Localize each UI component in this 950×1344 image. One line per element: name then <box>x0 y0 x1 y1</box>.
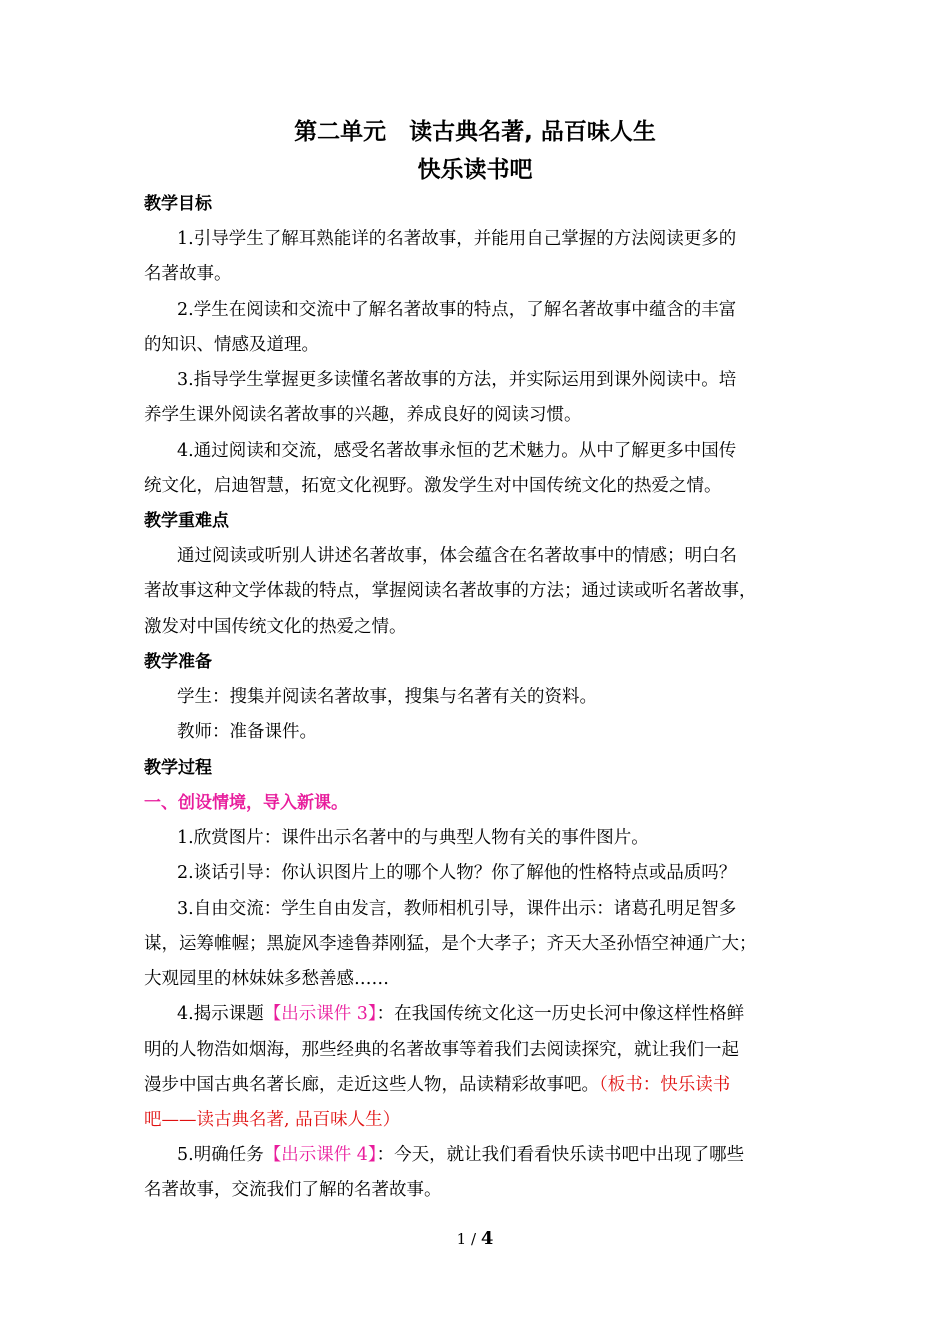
step-5-line-1-rest: ：今天，就让我们看看快乐读书吧中出现了哪些 <box>376 1145 745 1165</box>
objective-1-line-2: 名著故事。 <box>144 264 232 284</box>
process-step-3-line-3: 大观园里的林妹妹多愁善感…… <box>144 969 389 989</box>
process-step-3-line-1: 3.自由交流：学生自由发言，教师相机引导，课件出示：诸葛孔明足智多 <box>177 899 737 919</box>
process-step-4-line-1 <box>177 1001 857 1027</box>
process-heading: 教学过程 <box>144 758 212 778</box>
process-step-4-line-2: 明的人物浩如烟海，那些经典的名著故事等着我们去阅读探究，就让我们一起 <box>144 1040 739 1060</box>
objective-2-line-2: 的知识、情感及道理。 <box>144 335 319 355</box>
process-step-5-line-1 <box>177 1142 857 1168</box>
key-points-line-3: 激发对中国传统文化的热爱之情。 <box>144 617 407 637</box>
objective-4-line-2: 统文化，启迪智慧，拓宽文化视野。激发学生对中国传统文化的热爱之情。 <box>144 476 722 496</box>
objective-3-line-1: 3.指导学生掌握更多读懂名著故事的方法，并实际运用到课外阅读中。培 <box>177 370 737 390</box>
process-step-1: 1.欣赏图片：课件出示名著中的与典型人物有关的事件图片。 <box>177 828 649 848</box>
objective-1-line-1: 1.引导学生了解耳熟能详的名著故事，并能用自己掌握的方法阅读更多的 <box>177 229 737 249</box>
step-4-line-1-rest: ：在我国传统文化这一历史长河中像这样性格鲜 <box>376 1004 745 1024</box>
step-5-prefix: 5.明确任务 <box>177 1145 264 1165</box>
courseware-tag-3: 【出示课件 3】 <box>263 1004 377 1024</box>
step-4-prefix: 4.揭示课题 <box>177 1004 264 1024</box>
courseware-tag-4: 【出示课件 4】 <box>263 1145 377 1165</box>
objective-2-line-1: 2.学生在阅读和交流中了解名著故事的特点，了解名著故事中蕴含的丰富 <box>177 300 737 320</box>
page-separator: / <box>470 1230 477 1248</box>
total-pages: 4 <box>480 1228 494 1249</box>
unit-title: 第二单元 读古典名著, 品百味人生 <box>294 119 656 145</box>
process-step-3-line-2: 谋，运筹帷幄；黑旋风李逵鲁莽刚猛，是个大孝子；齐天大圣孙悟空神通广大； <box>144 934 757 954</box>
process-step-5-line-2: 名著故事，交流我们了解的名著故事。 <box>144 1180 442 1200</box>
key-points-heading: 教学重难点 <box>144 511 229 531</box>
objective-3-line-2: 养学生课外阅读名著故事的兴趣，养成良好的阅读习惯。 <box>144 405 582 425</box>
board-note-end: 吧——读古典名著, 品百味人生） <box>144 1110 401 1130</box>
preparation-students: 学生：搜集并阅读名著故事，搜集与名著有关的资料。 <box>177 687 597 707</box>
step-4-line-3-text: 漫步中国古典名著长廊，走近这些人物，品读精彩故事吧。 <box>144 1075 599 1095</box>
current-page: 1 <box>456 1230 467 1248</box>
preparation-heading: 教学准备 <box>144 652 212 672</box>
board-note-start: （板书：快乐读书 <box>599 1075 731 1095</box>
lesson-title: 快乐读书吧 <box>417 157 533 183</box>
page-number <box>0 1228 950 1250</box>
preparation-teacher: 教师：准备课件。 <box>177 722 317 742</box>
key-points-line-2: 著故事这种文学体裁的特点，掌握阅读名著故事的方法；通过读或听名著故事， <box>144 581 757 601</box>
objectives-heading: 教学目标 <box>144 194 212 214</box>
process-part-1-title: 一、创设情境，导入新课。 <box>144 793 348 813</box>
objective-4-line-1: 4.通过阅读和交流，感受名著故事永恒的艺术魅力。从中了解更多中国传 <box>177 441 737 461</box>
key-points-line-1: 通过阅读或听别人讲述名著故事，体会蕴含在名著故事中的情感；明白名 <box>177 546 737 566</box>
process-step-2: 2.谈话引导：你认识图片上的哪个人物？你了解他的性格特点或品质吗？ <box>177 863 737 883</box>
process-step-4-line-3 <box>144 1072 824 1098</box>
